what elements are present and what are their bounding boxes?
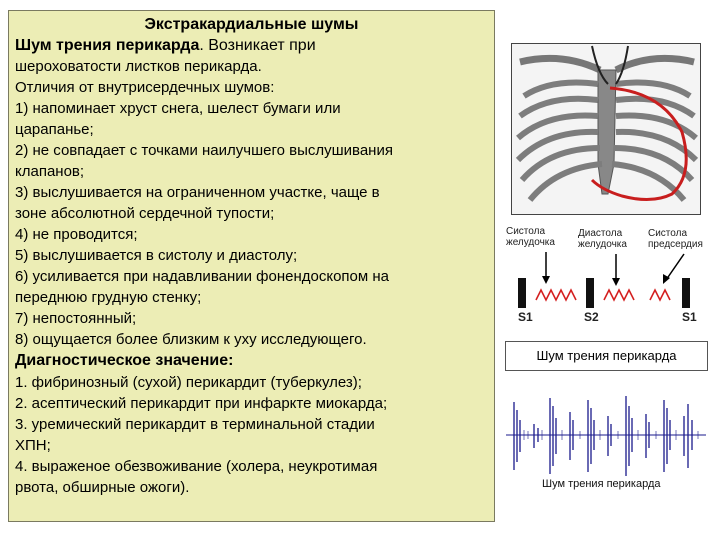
- s1-label-second: S1: [682, 310, 697, 324]
- diagnostic-heading: Диагностическое значение:: [15, 352, 234, 369]
- label-line: Систола: [648, 228, 688, 239]
- arrowhead: [542, 276, 550, 284]
- text-line: 3) выслушивается на ограниченном участке, чаще в: [15, 184, 380, 201]
- waveform-caption: Шум трения перикарда: [542, 478, 661, 490]
- clavicle-right: [616, 58, 694, 70]
- label-line: предсердия: [648, 239, 703, 250]
- text-line: 2) не совпадает с точками наилучшего выслушивания: [15, 142, 393, 159]
- text-line: переднюю грудную стенку;: [15, 289, 202, 306]
- diagnostic-line: 3. уремический перикардит в терминальной стадии: [15, 416, 375, 433]
- diagnostic-line: ХПН;: [15, 437, 51, 454]
- text-line: царапанье;: [15, 121, 94, 138]
- text-panel: [8, 10, 495, 522]
- s1-bar-second: [682, 278, 690, 308]
- text-line: клапанов;: [15, 163, 85, 180]
- label-line: желудочка: [506, 237, 555, 248]
- friction-intro: . Возникает при: [199, 37, 316, 54]
- label-line: Диастола: [578, 228, 623, 239]
- arrowhead: [612, 278, 620, 286]
- murmur-presystolic: [650, 290, 670, 300]
- friction-heading: Шум трения перикарда: [15, 37, 200, 54]
- text-line: 6) усиливается при надавливании фонендоскопом на: [15, 268, 389, 285]
- slide-title: Экстракардиальные шумы: [144, 16, 359, 33]
- murmur-systolic: [536, 290, 576, 300]
- label-line: Систола: [506, 226, 546, 237]
- phonogram-diagram: [506, 220, 716, 338]
- figure-caption: Шум трения перикарда: [505, 341, 708, 371]
- clavicle-left: [520, 58, 600, 70]
- friction-heading-row: [15, 35, 488, 56]
- text-line: зоне абсолютной сердечной тупости;: [15, 205, 275, 222]
- text-line: 1) напоминает хруст снега, шелест бумаги или: [15, 100, 341, 117]
- text-line: 8) ощущается более близким к уху исследующего.: [15, 331, 367, 348]
- diagnostic-line: рвота, обширные ожоги).: [15, 479, 190, 496]
- text-line: 7) непостоянный;: [15, 310, 137, 327]
- text-line: 5) выслушивается в систолу и диастолу;: [15, 247, 298, 264]
- waveform-bursts: [514, 396, 692, 476]
- diagnostic-line: 1. фибринозный (сухой) перикардит (туберкулез);: [15, 374, 362, 391]
- chest-illustration: [511, 43, 701, 215]
- diagnostic-line: 2. асептический перикардит при инфаркте миокарда;: [15, 395, 388, 412]
- s2-bar: [586, 278, 594, 308]
- label-line: желудочка: [578, 239, 627, 250]
- s2-label: S2: [584, 310, 599, 324]
- ribcage-drawing: [512, 44, 701, 215]
- s1-label-first: S1: [518, 310, 533, 324]
- text-line: шероховатости листков перикарда.: [15, 58, 262, 75]
- text-line: Отличия от внутрисердечных шумов:: [15, 79, 275, 96]
- text-line: 4) не проводится;: [15, 226, 138, 243]
- diagnostic-line: 4. выраженое обезвоживание (холера, неукротимая: [15, 458, 378, 475]
- murmur-diastolic: [604, 290, 634, 300]
- arrow-systole-atrium: [666, 254, 684, 280]
- s1-bar-first: [518, 278, 526, 308]
- ribs-left: [518, 83, 602, 201]
